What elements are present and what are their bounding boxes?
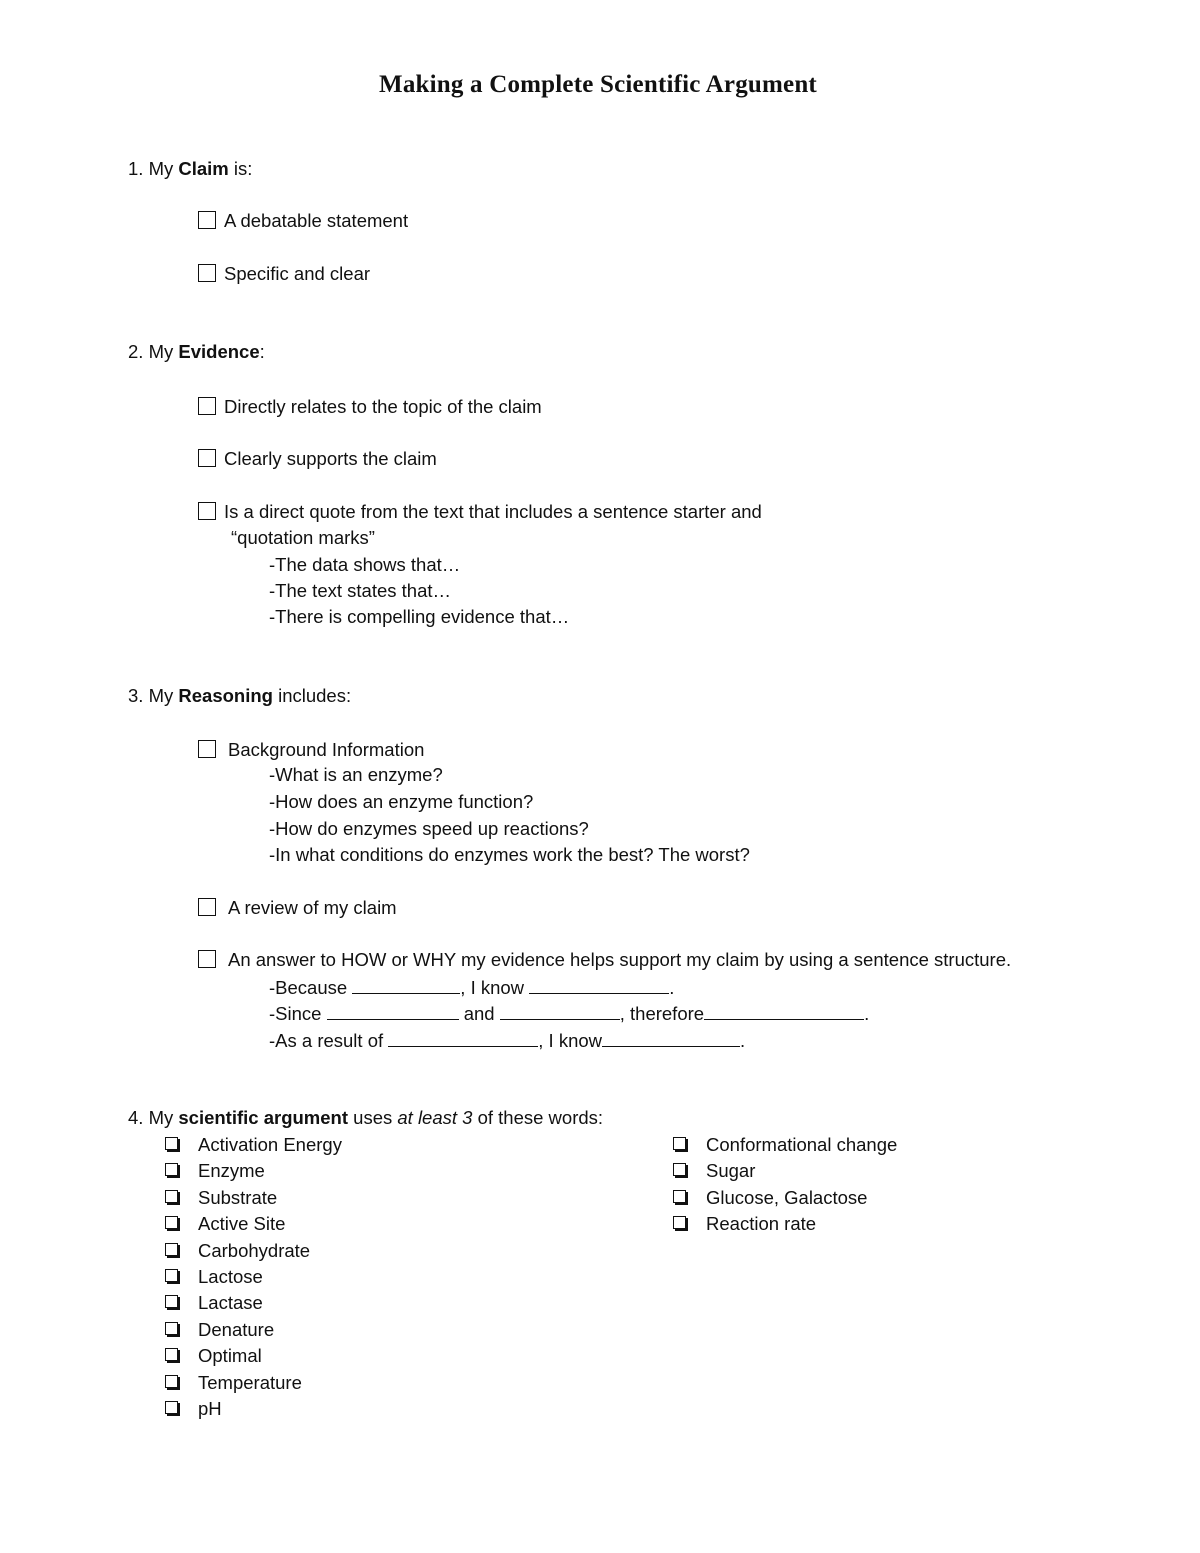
page-title: Making a Complete Scientific Argument	[379, 71, 817, 98]
vocab-word: Conformational change	[706, 1134, 898, 1155]
section-number: 1. My	[128, 158, 179, 179]
frame-text: -Because	[269, 977, 353, 998]
vocab-word: pH	[198, 1398, 222, 1419]
sentence-frame-result	[269, 1031, 745, 1051]
section-number: 2. My	[128, 341, 179, 362]
frame-text: , therefore	[619, 1003, 705, 1024]
vocab-word: Sugar	[706, 1160, 756, 1181]
section-suffix: of these words:	[472, 1107, 604, 1128]
frame-text: -As a result of	[269, 1030, 389, 1051]
sentence-starter: -The data shows that…	[269, 554, 461, 575]
claim-item-1: A debatable statement	[224, 210, 409, 231]
word-checkbox[interactable]	[165, 1163, 178, 1176]
vocab-word: Temperature	[198, 1372, 302, 1393]
vocab-word: Active Site	[198, 1213, 286, 1234]
sentence-frame-because	[269, 978, 674, 998]
word-checkbox[interactable]	[673, 1216, 686, 1229]
fill-blank[interactable]	[388, 1031, 538, 1047]
section-2-heading	[128, 343, 265, 362]
word-checkbox[interactable]	[165, 1401, 178, 1414]
checkbox-debatable[interactable]	[198, 211, 216, 229]
vocab-word: Activation Energy	[198, 1134, 342, 1155]
frame-text: , I know	[538, 1030, 603, 1051]
word-checkbox[interactable]	[165, 1269, 178, 1282]
frame-text: .	[669, 977, 675, 998]
evidence-item-2: Clearly supports the claim	[224, 448, 437, 469]
fill-blank[interactable]	[352, 978, 460, 994]
fill-blank[interactable]	[500, 1004, 620, 1020]
vocab-word: Enzyme	[198, 1160, 265, 1181]
section-keyword: Evidence	[178, 341, 260, 362]
evidence-item-3-continued: “quotation marks”	[231, 527, 375, 548]
sentence-frame-since	[269, 1004, 869, 1024]
word-checkbox[interactable]	[165, 1243, 178, 1256]
word-checkbox[interactable]	[165, 1190, 178, 1203]
word-checkbox[interactable]	[165, 1322, 178, 1335]
evidence-item-3: Is a direct quote from the text that includes a sentence starter and	[224, 501, 762, 522]
frame-text: -Since	[269, 1003, 327, 1024]
section-keyword: Claim	[178, 158, 229, 179]
section-keyword: Reasoning	[178, 685, 273, 706]
section-4-heading	[128, 1109, 603, 1128]
fill-blank[interactable]	[602, 1031, 740, 1047]
section-1-heading	[128, 160, 252, 179]
section-keyword: scientific argument	[178, 1107, 349, 1128]
fill-blank[interactable]	[704, 1004, 864, 1020]
fill-blank[interactable]	[327, 1004, 459, 1020]
vocab-word: Optimal	[198, 1345, 262, 1366]
evidence-item-1: Directly relates to the topic of the claim	[224, 396, 542, 417]
frame-text: .	[864, 1003, 870, 1024]
guiding-question: -How does an enzyme function?	[269, 791, 534, 812]
section-suffix: includes:	[272, 685, 352, 706]
vocab-word: Lactase	[198, 1292, 263, 1313]
sentence-starter: -The text states that…	[269, 580, 451, 601]
fill-blank[interactable]	[529, 978, 669, 994]
sentence-starter: -There is compelling evidence that…	[269, 606, 570, 627]
checkbox-background[interactable]	[198, 740, 216, 758]
checkbox-supports[interactable]	[198, 449, 216, 467]
guiding-question: -What is an enzyme?	[269, 764, 443, 785]
word-checkbox[interactable]	[165, 1137, 178, 1150]
checkbox-specific[interactable]	[198, 264, 216, 282]
section-suffix: is:	[228, 158, 253, 179]
vocab-word: Carbohydrate	[198, 1240, 311, 1261]
word-checkbox[interactable]	[673, 1137, 686, 1150]
section-number: 4. My	[128, 1107, 179, 1128]
word-checkbox[interactable]	[165, 1295, 178, 1308]
vocab-word: Lactose	[198, 1266, 263, 1287]
section-3-heading	[128, 687, 351, 706]
guiding-question: -In what conditions do enzymes work the best? The worst?	[269, 844, 750, 865]
vocab-word: Reaction rate	[706, 1213, 817, 1234]
reasoning-item-3: An answer to HOW or WHY my evidence helps support my claim by using a sentence structure.	[228, 949, 1012, 970]
vocab-word: Denature	[198, 1319, 275, 1340]
frame-text: , I know	[460, 977, 530, 998]
guiding-question: -How do enzymes speed up reactions?	[269, 818, 589, 839]
vocab-word: Glucose, Galactose	[706, 1187, 868, 1208]
section-suffix: :	[259, 341, 265, 362]
checkbox-direct-quote[interactable]	[198, 502, 216, 520]
frame-text: and	[458, 1003, 500, 1024]
checkbox-review[interactable]	[198, 898, 216, 916]
reasoning-item-2: A review of my claim	[228, 897, 397, 918]
word-checkbox[interactable]	[673, 1190, 686, 1203]
claim-item-2: Specific and clear	[224, 263, 371, 284]
word-checkbox[interactable]	[165, 1216, 178, 1229]
frame-text: .	[740, 1030, 746, 1051]
reasoning-item-1: Background Information	[228, 739, 425, 760]
section-text: uses	[348, 1107, 398, 1128]
checkbox-relates[interactable]	[198, 397, 216, 415]
checkbox-how-why[interactable]	[198, 950, 216, 968]
vocab-word: Substrate	[198, 1187, 278, 1208]
section-emphasis: at least 3	[397, 1107, 473, 1128]
word-checkbox[interactable]	[673, 1163, 686, 1176]
word-checkbox[interactable]	[165, 1348, 178, 1361]
section-number: 3. My	[128, 685, 179, 706]
word-checkbox[interactable]	[165, 1375, 178, 1388]
